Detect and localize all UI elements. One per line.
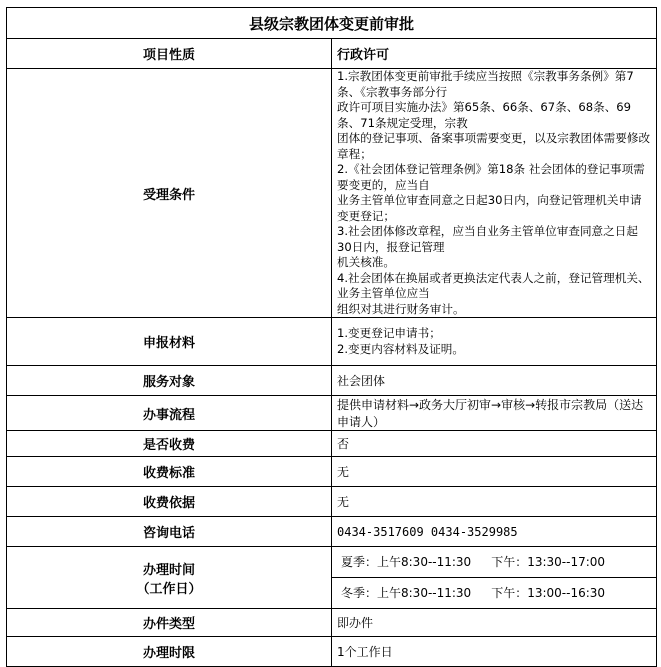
condition-line: 1.宗教团体变更前审批手续应当按照《宗教事务条例》第7条、《宗教事务部分行 <box>337 69 634 99</box>
value-time-limit: 1个工作日 <box>332 637 657 667</box>
label-time-limit: 办理时限 <box>7 637 332 667</box>
material-line: 1.变更登记申请书； <box>337 326 441 340</box>
value-conditions <box>332 69 657 318</box>
value-hours <box>332 547 657 609</box>
label-process: 办事流程 <box>7 396 332 431</box>
condition-line: 团体的登记事项、备案事项需要变更，以及宗教团体需要修改章程； <box>337 131 651 161</box>
condition-line: 2.《社会团体登记管理条例》第18条 社会团体的登记事项需要变更的，应当自 <box>337 162 645 192</box>
value-phone: 0434-3517609 0434-3529985 <box>332 517 657 547</box>
condition-line: 3.社会团体修改章程，应当自业务主管单位审查同意之日起30日内，报登记管理 <box>337 224 638 254</box>
value-materials <box>332 318 657 366</box>
value-fee-standard: 无 <box>332 457 657 487</box>
value-service-target: 社会团体 <box>332 366 657 396</box>
approval-info-table <box>6 7 657 667</box>
value-case-type: 即办件 <box>332 609 657 637</box>
condition-line: 组织对其进行财务审计。 <box>337 301 465 316</box>
condition-line: 机关核准。 <box>337 255 395 269</box>
label-project-type: 项目性质 <box>7 39 332 69</box>
label-service-target: 服务对象 <box>7 366 332 396</box>
label-hours-line2: （工作日） <box>136 581 202 597</box>
label-hours <box>7 547 332 609</box>
winter-am: 冬季：上午8:30--11:30 <box>341 586 472 600</box>
label-materials: 申报材料 <box>7 318 332 366</box>
material-line: 2.变更内容材料及证明。 <box>337 341 464 356</box>
value-fee: 否 <box>332 431 657 457</box>
value-fee-basis: 无 <box>332 487 657 517</box>
label-hours-line1: 办理时间 <box>142 562 195 578</box>
winter-hours <box>332 577 656 608</box>
winter-pm: 下午：13:00--16:30 <box>491 586 606 600</box>
label-conditions: 受理条件 <box>7 69 332 318</box>
label-phone: 咨询电话 <box>7 517 332 547</box>
condition-line: 4.社会团体在换届或者更换法定代表人之前，登记管理机关、业务主管单位应当 <box>337 270 650 300</box>
summer-pm: 下午：13:30--17:00 <box>491 555 606 569</box>
label-fee-basis: 收费依据 <box>7 487 332 517</box>
label-fee-standard: 收费标准 <box>7 457 332 487</box>
summer-am: 夏季：上午8:30--11:30 <box>341 555 472 569</box>
label-case-type: 办件类型 <box>7 609 332 637</box>
summer-hours <box>332 547 656 577</box>
value-project-type: 行政许可 <box>332 39 657 69</box>
condition-line: 政许可项目实施办法》第65条、66条、67条、68条、69条、71条规定受理，宗教 <box>337 100 632 130</box>
form-title: 县级宗教团体变更前审批 <box>7 8 657 39</box>
condition-line: 业务主管单位审查同意之日起30日内，向登记管理机关申请变更登记； <box>337 193 642 223</box>
label-fee: 是否收费 <box>7 431 332 457</box>
value-process: 提供申请材料→政务大厅初审→审核→转报市宗教局（送达申请人） <box>332 396 657 431</box>
